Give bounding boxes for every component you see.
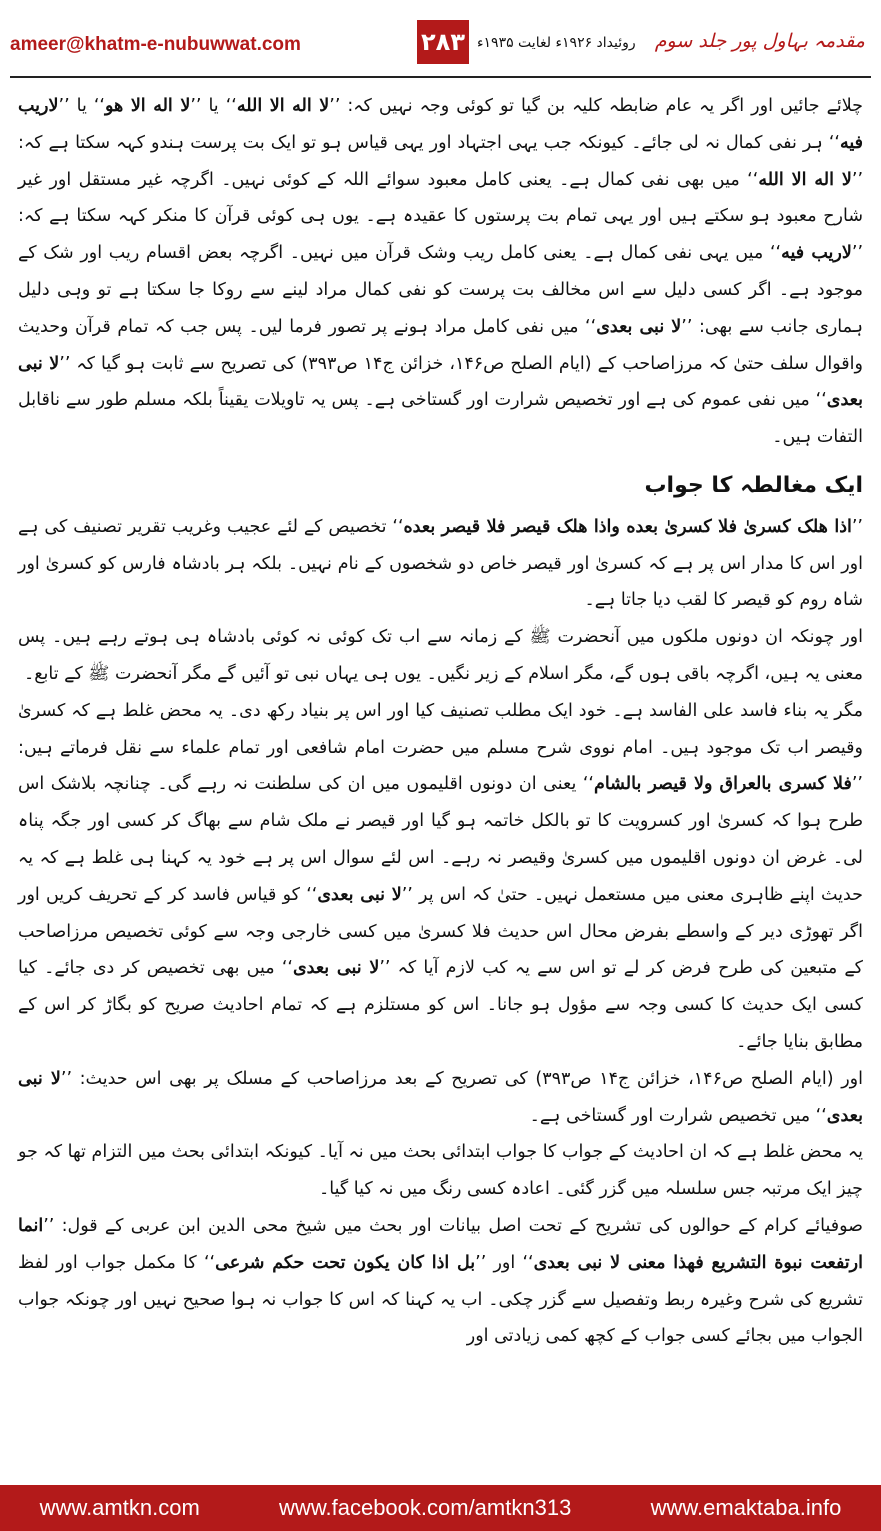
paragraph-5 [18, 1061, 863, 1135]
arabic-quote: لا نبی بعدی [18, 353, 863, 411]
arabic-quote: لاریب فیه [18, 96, 863, 153]
arabic-quote: لاریب فیه [781, 243, 852, 264]
urdu-text: ‘‘ میں نفی عموم کی ہے اور تخصیص شرارت اور گستاخی ہے۔ پس یہ تاویلات یقیناً بلکہ مسلم طور سے ناقابل التفات ہیں۔ [18, 390, 863, 448]
urdu-text: ‘‘ ہر نفی کمال نہ لی جائے۔ کیونکہ جب یہی اجتہاد اور یہی قیاس ہو تو ایک بت پرست ہندو کہہ سکتا ہے کہ: ’’ [18, 132, 864, 190]
paragraph-3 [18, 619, 863, 693]
urdu-text: اور (ایام الصلح ص۱۴۶، خزائن ج۱۴ ص۳۹۳) کی تصریح کے بعد مرزاصاحب کے مسلک پر بھی اس حدیث: ’’ [60, 1068, 863, 1089]
urdu-text: ‘‘ کا مکمل جواب اور لفظ تشریع کی شرح وغیرہ ربط وتفصیل سے گزر چکی۔ اب یہ کہنا کہ اس کا جواب نہ ہوا صحیح نہیں اور چونکہ جواب الجواب میں بجائے کسی جواب کے کچھ کمی زیادتی اور [18, 1252, 863, 1347]
urdu-text: ‘‘ میں بھی تخصیص کر دی جائے۔ کیا کسی ایک حدیث کا کسی وجہ سے مؤول ہو جانا۔ اس کو مستلزم ہے کہ تمام احادیث صریح کو بگاڑ کر اس کے مطابق بنایا جائے۔ [18, 958, 863, 1052]
footer-link-emaktaba[interactable]: www.emaktaba.info [650, 1495, 842, 1520]
page-header [0, 0, 881, 80]
footer-link-facebook[interactable]: www.facebook.com/amtkn313 [279, 1495, 572, 1520]
paragraph-7 [18, 1208, 863, 1355]
report-title: روئیداد ۱۹۲۶ء لغایت ۱۹۳۵ء [476, 35, 636, 51]
page-footer [0, 1485, 881, 1531]
urdu-text: چلائے جائیں اور اگر یہ عام ضابطہ کلیہ بن گیا تو کوئی وجہ نہیں کہ: ’’ [329, 96, 863, 116]
urdu-text: ‘‘ اور ’’ [475, 1252, 534, 1273]
arabic-quote: لا نبی بعدی [292, 958, 380, 979]
urdu-text: ‘‘ میں بھی نفی کمال ہے۔ یعنی کامل معبود سوائے اللہ کے کوئی نہیں۔ اگرچہ غیر مستقل اور غیر شارح معبود ہو سکتے ہیں اور یہی تمام بت پرستوں کا عقیدہ ہے۔ یوں ہی کوئی قرآن کا منکر کہہ سکتا ہے کہ: ’’ [18, 169, 864, 264]
footer-link-amtkn[interactable]: www.amtkn.com [39, 1495, 200, 1520]
section-heading: ایک مغالطہ کا جواب [644, 472, 863, 498]
urdu-text: ‘‘ میں نفی کامل مراد ہونے پر تصور فرما لیں۔ پس جب کہ تمام قرآن وحدیث واقوال سلف حتیٰ کہ مرزاصاحب کے (ایام الصلح ص۱۴۶، خزائن ج۱۴ ص۳۹۳) کی تصریح سے ثابت ہو گیا کہ ’’ [18, 316, 863, 374]
urdu-text: ‘‘ میں یہی نفی کمال ہے۔ یعنی کامل ریب وشک قرآن میں نہیں۔ اگرچہ بعض اقسام ریب اور شک کے موجود ہے۔ اگر کسی دلیل سے اس مخالف بت پرست کو نفی کمال مراد لینے سے روکا جا سکتا ہے تو وہی دلیل ہماری جانب سے بھی: ’’ [18, 243, 863, 337]
paragraph-6 [18, 1134, 863, 1208]
urdu-text: اور چونکہ ان دونوں ملکوں میں آنحضرت ﷺ کے زمانہ سے اب تک کوئی نہ کوئی بادشاہ ہی ہوتے رہے ہیں۔ پس معنی یہ ہیں، اگرچہ باقی ہوں گے، مگر اسلام کے زیر نگیں۔ یوں ہی یہاں نبی تو آئیں گے مگر آنحضرت ﷺ کے تابع۔ [18, 627, 863, 684]
header-divider [10, 76, 871, 78]
urdu-text: ‘‘ یا ’’ [190, 96, 237, 116]
urdu-text: ‘‘ میں تخصیص شرارت اور گستاخی ہے۔ [529, 1105, 827, 1126]
paragraph-2 [18, 509, 863, 619]
paragraph-4 [18, 693, 863, 1061]
urdu-text: ‘‘ تخصیص کے لئے عجیب وغریب تقریر تصنیف کی ہے اور اس کا مدار اس پر ہے کہ کسریٰ اور قیصر خاص دو شخصوں کے نام نہیں۔ بلکہ ہر بادشاہ فارس کو کسریٰ اور شاہ روم کو قیصر کا لقب دیا جاتا ہے۔ [18, 516, 863, 611]
urdu-text: یہ محض غلط ہے کہ ان احادیث کے جواب کا جواب ابتدائی بحث میں نہ آیا۔ کیونکہ ابتدائی بحث میں التزام تھا کہ جو چیز ایک مرتبہ جس سلسلہ میں گزر گئی۔ اعادہ کسی رنگ میں نہ کیا گیا۔ [18, 1142, 863, 1200]
arabic-quote: اذا هلک کسریٰ فلا کسریٰ بعده واذا هلک قیصر فلا قیصر بعده [403, 516, 852, 537]
arabic-quote: لا نبی بعدی [18, 1068, 863, 1126]
arabic-quote: لا اله الا الله [236, 96, 330, 116]
book-title: مقدمہ بہاول پور جلد سوم [654, 30, 865, 52]
header-titles [477, 30, 865, 52]
arabic-quote: لا نبی بعدی [596, 316, 682, 337]
header-email[interactable]: ameer@khatm-e-nubuwwat.com [10, 34, 301, 55]
paragraph-1 [18, 88, 863, 456]
arabic-quote: لا نبی بعدی [317, 884, 402, 905]
page-number: ۲۸۳ [417, 20, 469, 64]
urdu-text: ‘‘ یا ’’ [58, 96, 105, 116]
urdu-text: ‘‘ یعنی ان دونوں اقلیموں میں ان کی سلطنت نہ رہے گی۔ چنانچہ بلاشک اس طرح ہوا کہ کسریٰ اور کسرویت کا تو بالکل خاتمہ ہو گیا اور قیصر نے ملک شام سے بھاگ کر کسی اور جگہ پناہ لی۔ غرض ان دونوں اقلیموں میں کسریٰ وقیصر نہ رہے۔ اس لئے سوال اس پر ہے خود یہ کہنا ہی غلط ہے کہ یہ حدیث اپنے ظاہری معنی میں مستعمل نہیں۔ حتیٰ کہ اس پر ’’ [18, 774, 863, 905]
arabic-quote: لا اله الا الله [758, 169, 852, 190]
arabic-quote: بل اذا کان یکون تحت حکم شرعی [215, 1252, 476, 1273]
urdu-text: مگر یہ بناء فاسد علی الفاسد ہے۔ خود ایک مطلب تصنیف کیا اور اس پر بنیاد رکھ دی۔ یہ محض غلط ہے کہ کسریٰ وقیصر اب تک موجود ہیں۔ امام نووی شرح مسلم میں حضرت امام شافعی اور تمام علماء سے نقل فرماتے ہیں: ’’ [18, 700, 863, 795]
urdu-text: ’’ [851, 516, 863, 537]
arabic-quote: فلا کسری بالعراق ولا قیصر بالشام [594, 774, 852, 795]
urdu-text: صوفیائے کرام کے حوالوں کی تشریح کے تحت اصل بیانات اور بحث میں شیخ محی الدین ابن عربی کے قول: ’’ [43, 1215, 863, 1236]
arabic-quote: انما ارتفعت نبوة التشریع فهذا معنی لا نبی بعدی [18, 1215, 863, 1273]
arabic-quote: لا اله الا هو [105, 96, 191, 116]
page-body [18, 88, 863, 1355]
urdu-text: ‘‘ کو قیاس فاسد کر کے تحریف کریں اور اگر تھوڑی دیر کے واسطے بفرض محال اس حدیث فلا کسریٰ میں کسی خارجی وجہ سے کوئی تخصیص مرزاصاحب کے متبعین کی طرح فرض کر لے تو اس سے یہ کب لازم آیا کہ ’’ [18, 884, 864, 979]
